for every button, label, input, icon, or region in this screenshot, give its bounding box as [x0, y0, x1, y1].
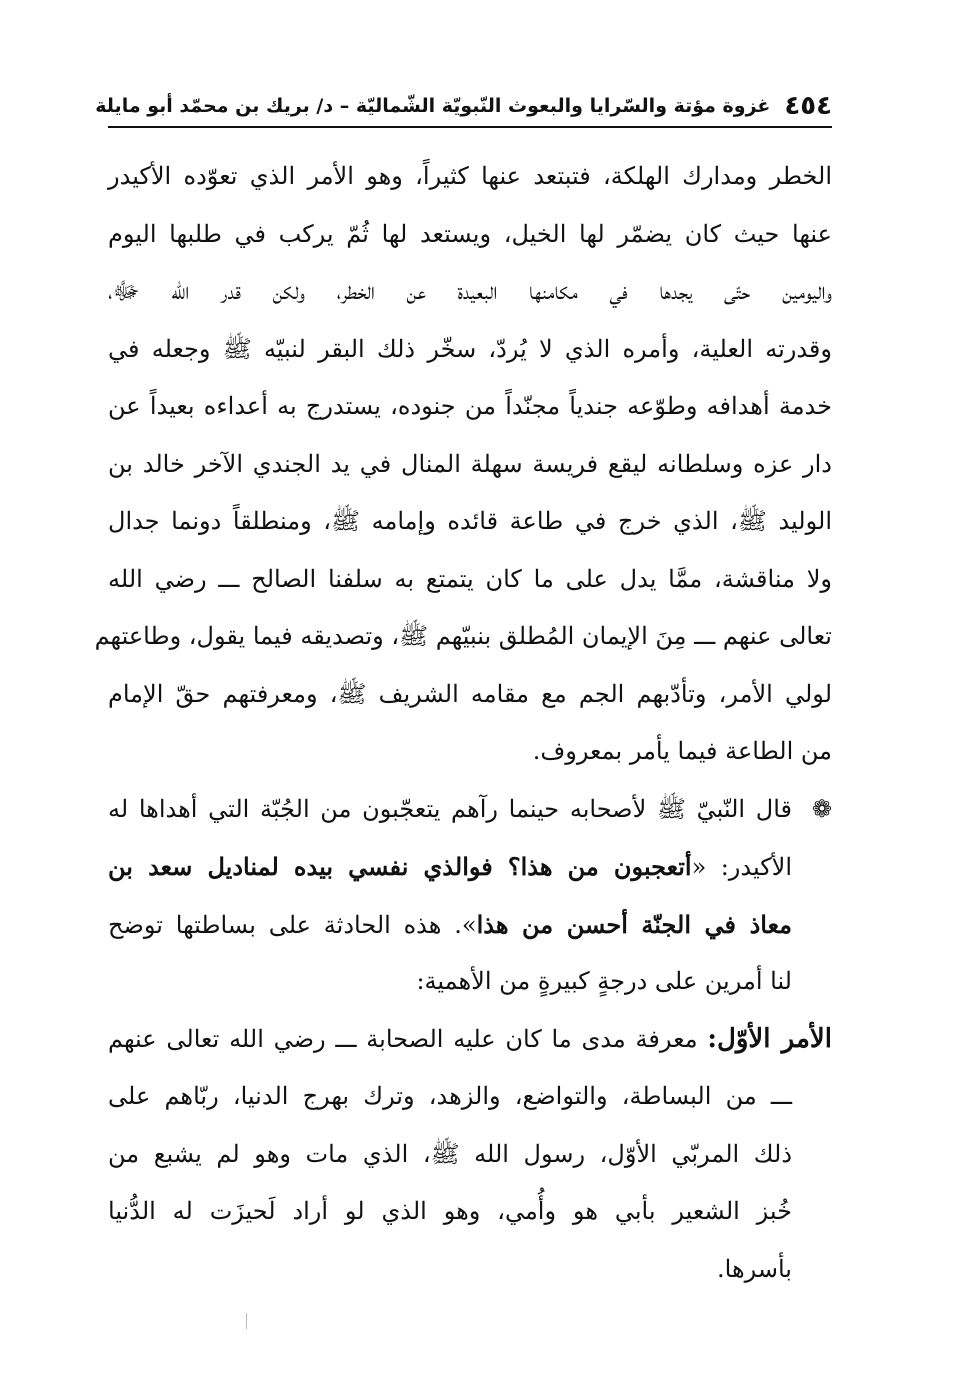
page-number: ٤٥٤ [784, 91, 832, 121]
paragraph-1 [94, 148, 832, 781]
text-line: واليومين حتّى يجدها في مكامنها البعيدة عن الخطر، ولكن قدر الله ﷻ، [108, 277, 832, 305]
text-line: ـــ من البساطة، والتواضع، والزهد، وترك بهرج الدنيا، ربّاهم على [108, 1082, 792, 1110]
hadith-intro: قال النّبيّ ﷺ لأصحابه حينما رآهم يتعجّبون من الجُبّة التي أهداها له [108, 794, 792, 823]
text-line: ذلك المربّي الأوّل، رسول الله ﷺ، الذي مات وهو لم يشبع من [108, 1139, 793, 1168]
text-line: من الطاعة فيما يأمر بمعروف. [532, 737, 832, 765]
flower-bullet-icon: ❁ [811, 794, 832, 823]
hadith-attribution: الأكيدر: « [691, 853, 792, 881]
text-line [108, 1011, 832, 1069]
text-line: وقدرته العلية، وأمره الذي لا يُردّ، سخّر ذلك البقر لنبيّه ﷺ وجعله في [108, 334, 832, 363]
hadith-quote: معاذ في الجنّة أحسن من هذا [476, 909, 792, 939]
text-line [108, 781, 832, 839]
text-line: الخطر ومدارك الهلكة، فتبتعد عنها كثيراً، وهو الأمر الذي تعوّده الأكيدر [108, 162, 832, 190]
first-matter-label: الأمر الأوّل: [707, 1023, 832, 1054]
paragraph-2-hadith [108, 781, 832, 1011]
hadith-quote: أتعجبون من هذا؟ فوالذي نفسي بيده لمناديل سعد بن [108, 852, 692, 881]
running-title: غزوة مؤتة والسّرايا والبعوث النّبويّة الشّماليّة – د/ بريك بن محمّد أبو مايلة [95, 95, 771, 117]
text-line: عنها حيث كان يضمّر لها الخيل، ويستعد لها ثُمّ يركب في طلبها اليوم [108, 219, 832, 248]
paragraph-3-first-matter [108, 1011, 832, 1299]
text-line: لنا أمرين على درجةٍ كبيرةٍ من الأهمية: [416, 967, 792, 995]
text-line [108, 896, 832, 954]
scan-corner-mark [246, 1313, 247, 1329]
first-matter-text: معرفة مدى ما كان عليه الصحابة ـــ رضي الله تعالى عنهم [108, 1024, 708, 1053]
text-line: خدمة أهدافه وطوّعه جندياً مجنّداً من جنوده، يستدرج به أعداءه بعيداً عن [108, 392, 832, 420]
text-line: تعالى عنهم ـــ مِنَ الإيمان المُطلق بنبيّهم ﷺ، وتصديقه فيما يقول، وطاعتهم [94, 622, 832, 650]
text-line: الوليد ﷺ، الذي خرج في طاعة قائده وإمامه ﷺ، ومنطلقاً دونما جدال [108, 507, 832, 535]
text-line: دار عزه وسلطانه ليقع فريسة سهلة المنال في يد الجندي الآخر خالد بن [108, 449, 832, 478]
hadith-comment: ». هذه الحادثة على بساطتها توضح [108, 910, 477, 939]
text-line: ولا مناقشة، ممَّا يدل على ما كان يتمتع به سلفنا الصالح ـــ رضي الله [108, 564, 832, 593]
body-text [94, 148, 832, 1298]
text-line: خُبز الشعير بأبي هو وأُمي، وهو الذي لو أراد لَحيزَت له الدُّنيا [108, 1197, 792, 1225]
text-line: بأسرها. [717, 1254, 792, 1283]
text-line: لولي الأمر، وتأدّبهم الجم مع مقامه الشريف ﷺ، ومعرفتهم حقّ الإمام [108, 679, 832, 708]
page-header [95, 86, 832, 128]
text-line [108, 838, 832, 896]
